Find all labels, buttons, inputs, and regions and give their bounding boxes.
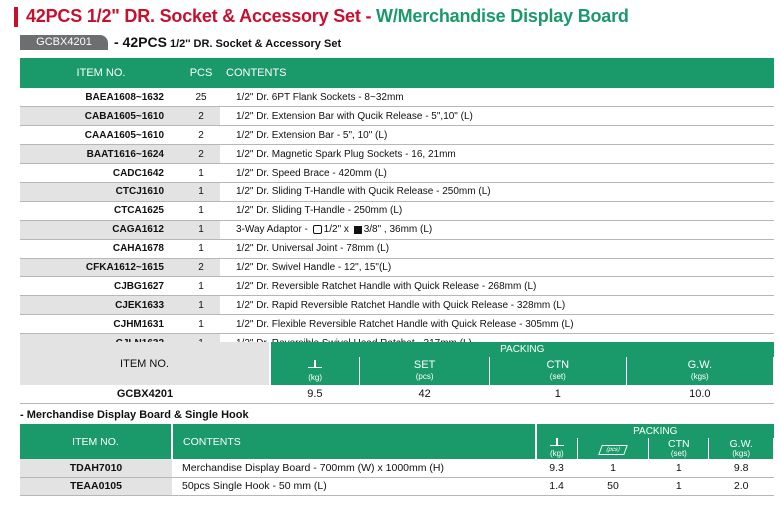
merch-header-packing: PACKING [536,424,774,438]
merch-gw: 9.8 [709,459,774,477]
packing-header-item-no: ITEM NO. [20,342,270,385]
item-description: 1/2" Dr. Magnetic Spark Plug Sockets - 16, 21mm [220,145,774,164]
merch-item-code: TEAA0105 [20,477,172,495]
packing-gw: 10.0 [626,385,773,403]
item-pcs: 2 [182,145,220,164]
item-code: CAAA1605~1610 [20,126,182,145]
subtitle [114,34,341,50]
merch-table [20,424,774,496]
item-pcs: 2 [182,126,220,145]
label-ctn: CTN [546,359,570,371]
merch-ctn: 1 [649,477,709,495]
merch-label-ctn: CTN [668,437,690,450]
contents-rows [20,88,774,352]
unit-kg: (kg) [308,372,322,382]
label-gw: G.W. [687,359,713,371]
item-pcs: 1 [182,201,220,220]
scale-icon [308,360,322,368]
merch-label-gw: G.W. [729,437,753,450]
item-code: BAEA1608~1632 [20,88,182,107]
merch-description: 50pcs Single Hook - 50 mm (L) [172,477,536,495]
table-row [20,107,774,126]
item-pcs: 1 [182,315,220,334]
merch-unit-kgs: (kgs) [732,448,751,458]
page-title [26,6,629,27]
packing-table [20,342,774,404]
title-accent-bar [14,7,18,27]
item-description: 1/2" Dr. Flexible Reversible Ratchet Handle with Quick Release - 305mm (L) [220,315,774,334]
title-separator: - [360,6,377,26]
merch-header-contents: CONTENTS [172,424,536,459]
box-icon: (pcs) [598,445,628,455]
item-description: 1/2" Dr. 6PT Flank Sockets - 8~32mm [220,88,774,107]
merch-pcs: 1 [577,459,649,477]
merch-rows [20,459,774,495]
table-row [20,145,774,164]
table-row [20,164,774,183]
merch-col-gw [709,438,774,459]
packing-item-code: GCBX4201 [20,385,270,403]
item-pcs: 2 [182,258,220,277]
table-row [20,182,774,201]
packing-col-ctn [489,357,626,385]
item-pcs: 1 [182,296,220,315]
packing-kg: 9.5 [270,385,360,403]
merch-col-pcs [577,438,649,459]
table-row [20,239,774,258]
packing-set: 42 [360,385,490,403]
contents-table [20,58,774,353]
merch-header-item-no: ITEM NO. [20,424,172,459]
merch-unit-kg: (kg) [549,449,564,458]
item-description [220,220,774,239]
item-code: CAHA1678 [20,239,182,258]
header-contents: CONTENTS [220,58,774,88]
merch-kg: 9.3 [536,459,577,477]
merch-row [20,477,774,495]
item-pcs: 1 [182,164,220,183]
item-code: CAGA1612 [20,220,182,239]
desc-part: 3-Way Adaptor - [236,224,308,236]
subtitle-rest: 1/2'' DR. Socket & Accessory Set [166,38,342,50]
item-description: 1/2" Dr. Speed Brace - 420mm (L) [220,164,774,183]
item-description: 1/2" Dr. Reversible Ratchet Handle with Quick Release - 268mm (L) [220,277,774,296]
packing-ctn: 1 [489,385,626,403]
item-description: 1/2" Dr. Universal Joint - 78mm (L) [220,239,774,258]
item-code: CJBG1627 [20,277,182,296]
subtitle-prefix: - 42PCS [114,34,167,50]
item-pcs: 1 [182,239,220,258]
merch-unit-set: (set) [670,448,687,458]
header-pcs: PCS [182,58,220,88]
desc-part: 1/2" x [323,224,349,236]
contents-header-row [20,58,774,88]
item-description: 1/2" Dr. Sliding T-Handle with Qucik Release - 250mm (L) [220,182,774,201]
merch-gw: 2.0 [709,477,774,495]
table-row [20,277,774,296]
packing-col-set [360,357,490,385]
title-bar [14,4,774,30]
item-code: CTCJ1610 [20,182,182,201]
table-row [20,258,774,277]
scale-icon [550,438,564,446]
merch-description: Merchandise Display Board - 700mm (W) x 1000mm (H) [172,459,536,477]
packing-col-gw [626,357,773,385]
unit-set: (set) [549,372,566,381]
table-row [20,296,774,315]
set-code-tag: GCBX4201 [20,35,108,50]
item-code: CJHM1631 [20,315,182,334]
header-item-no: ITEM NO. [20,58,182,88]
merch-kg: 1.4 [536,477,577,495]
item-description: 1/2" Dr. Extension Bar - 5", 10" (L) [220,126,774,145]
hex-drive-icon [313,225,322,234]
item-description: 1/2" Dr. Swivel Handle - 12", 15"(L) [220,258,774,277]
item-code: CJEK1633 [20,296,182,315]
packing-row [20,385,774,403]
table-row [20,126,774,145]
subtitle-bar [20,34,774,52]
merch-col-weight [536,438,577,459]
table-row [20,315,774,334]
item-description: 1/2" Dr. Sliding T-Handle - 250mm (L) [220,201,774,220]
table-row [20,88,774,107]
unit-pcs: (pcs) [415,372,434,381]
item-pcs: 1 [182,182,220,201]
item-code: CFKA1612~1615 [20,258,182,277]
merch-row [20,459,774,477]
title-main: 42PCS 1/2" DR. Socket & Accessory Set [26,6,361,26]
item-code: BAAT1616~1624 [20,145,182,164]
unit-kgs: (kgs) [690,372,709,381]
label-set: SET [413,359,436,371]
merch-col-ctn [649,438,709,459]
packing-col-weight [270,357,360,385]
table-row [20,220,774,239]
item-description: 1/2" Dr. Rapid Reversible Ratchet Handle with Quick Release - 328mm (L) [220,296,774,315]
item-pcs: 1 [182,277,220,296]
item-pcs: 1 [182,220,220,239]
title-accent-text: W/Merchandise Display Board [376,6,629,26]
table-row [20,201,774,220]
item-code: CABA1605~1610 [20,107,182,126]
merch-pcs: 50 [577,477,649,495]
item-pcs: 2 [182,107,220,126]
merch-ctn: 1 [649,459,709,477]
square-drive-icon [354,226,362,234]
packing-header-title: PACKING [270,342,774,357]
desc-part: 3/8" , 36mm (L) [363,224,433,236]
merch-section-title: - Merchandise Display Board & Single Hook [20,409,249,421]
item-code: CTCA1625 [20,201,182,220]
item-pcs: 25 [182,88,220,107]
item-code: CADC1642 [20,164,182,183]
merch-item-code: TDAH7010 [20,459,172,477]
item-description: 1/2" Dr. Extension Bar with Qucik Release - 5",10" (L) [220,107,774,126]
